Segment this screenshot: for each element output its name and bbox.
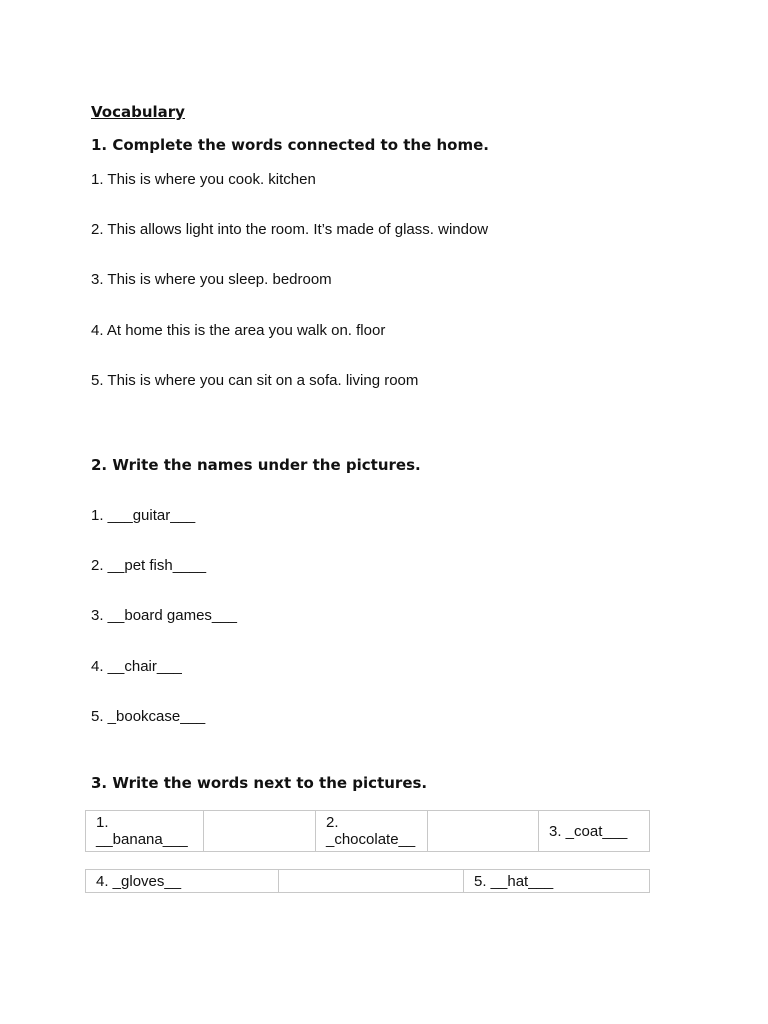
picture-cell-2 [428,811,539,852]
section2-item-2: 2. __pet fish____ [91,557,207,574]
answer-cell-1-word: __banana___ [96,831,188,848]
page-title: Vocabulary [91,103,185,121]
picture-table-row-1 [85,810,650,852]
section1-item-3: 3. This is where you sleep. bedroom [91,271,332,288]
answer-cell-3: 3. _coat___ [539,811,650,852]
picture-cell-3 [279,870,464,893]
section1-item-1: 1. This is where you cook. kitchen [91,171,316,188]
picture-cell-1 [204,811,316,852]
section2-item-3: 3. __board games___ [91,607,237,624]
section2-heading: 2. Write the names under the pictures. [91,456,421,474]
answer-cell-2 [316,811,428,852]
answer-cell-4: 4. _gloves__ [86,870,279,893]
section2-item-5: 5. _bookcase___ [91,708,206,725]
section1-item-4: 4. At home this is the area you walk on. floor [91,322,386,339]
answer-cell-1 [86,811,204,852]
section1-item-5: 5. This is where you can sit on a sofa. living room [91,372,419,389]
answer-cell-2-number: 2. [326,814,339,831]
section1-item-2: 2. This allows light into the room. It’s made of glass. window [91,221,489,238]
answer-cell-1-number: 1. [96,814,109,831]
picture-table-row-2 [85,869,650,893]
answer-cell-5: 5. __hat___ [464,870,650,893]
section2-item-4: 4. __chair___ [91,658,182,675]
section2-item-1: 1. ___guitar___ [91,507,196,524]
section1-heading: 1. Complete the words connected to the home. [91,136,489,154]
section3-heading: 3. Write the words next to the pictures. [91,774,428,792]
answer-cell-2-word: _chocolate__ [326,831,416,848]
